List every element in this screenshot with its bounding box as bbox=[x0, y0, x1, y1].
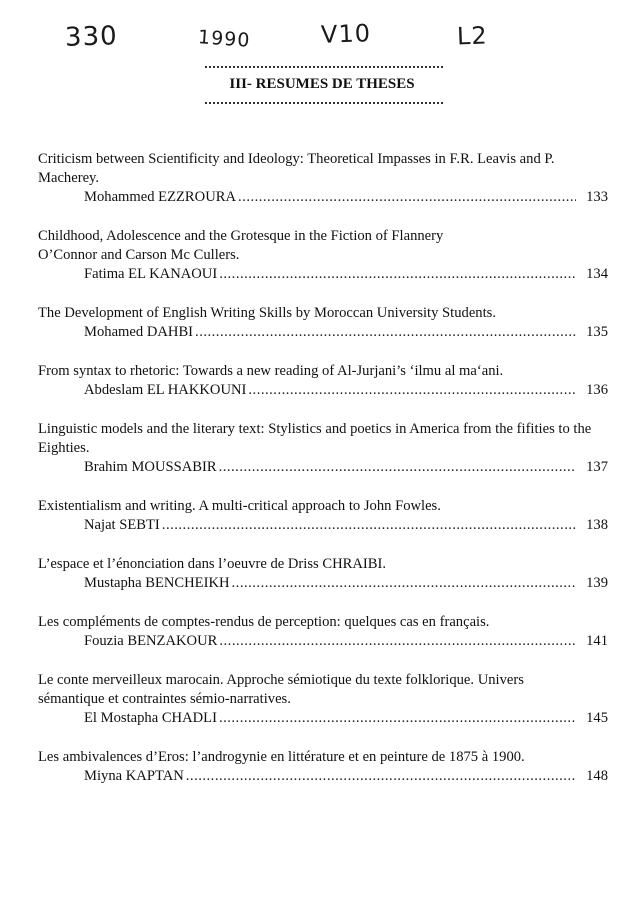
author-line bbox=[38, 767, 608, 786]
thesis-title: The Development of English Writing Skills by Moroccan University Students. bbox=[38, 305, 496, 321]
toc-entry bbox=[38, 150, 608, 207]
handwritten-note: L2 bbox=[456, 21, 489, 51]
handwritten-note: 330 bbox=[64, 21, 119, 53]
author-name: El Mostapha CHADLI bbox=[84, 710, 217, 726]
dot-leader bbox=[219, 632, 576, 651]
dot-leader bbox=[238, 188, 576, 207]
author-name: Fatima EL KANAOUI bbox=[84, 266, 218, 282]
author-line bbox=[38, 381, 608, 400]
page-number: 145 bbox=[586, 710, 608, 726]
page-number: 141 bbox=[586, 633, 608, 649]
page-number: 135 bbox=[586, 324, 608, 340]
thesis-title: Linguistic models and the literary text: Stylistics and poetics in America from the fifities to the Eighties. bbox=[38, 421, 592, 456]
author-name: Najat SEBTI bbox=[84, 517, 160, 533]
page-number: 137 bbox=[586, 459, 608, 475]
toc-entry bbox=[38, 555, 608, 593]
page-number: 136 bbox=[586, 382, 608, 398]
page-number: 133 bbox=[586, 189, 608, 205]
page-number: 139 bbox=[586, 575, 608, 591]
author-name: Miyna KAPTAN bbox=[84, 768, 184, 784]
dot-leader bbox=[186, 767, 576, 786]
toc-entry bbox=[38, 748, 608, 786]
dot-leader bbox=[219, 458, 576, 477]
handwritten-annotations bbox=[0, 18, 644, 58]
toc-entry bbox=[38, 227, 608, 284]
handwritten-note: V10 bbox=[320, 19, 372, 49]
toc-entry bbox=[38, 497, 608, 535]
author-name: Brahim MOUSSABIR bbox=[84, 459, 217, 475]
table-of-contents bbox=[38, 150, 608, 806]
page-number: 138 bbox=[586, 517, 608, 533]
author-line bbox=[38, 516, 608, 535]
author-line bbox=[38, 632, 608, 651]
dot-leader bbox=[162, 516, 576, 535]
dot-leader bbox=[195, 323, 576, 342]
dotted-divider-bottom bbox=[205, 102, 443, 104]
page-number: 134 bbox=[586, 266, 608, 282]
author-name: Abdeslam EL HAKKOUNI bbox=[84, 382, 247, 398]
author-name: Mohammed EZZROURA bbox=[84, 189, 237, 205]
toc-entry bbox=[38, 420, 608, 477]
dot-leader bbox=[248, 381, 576, 400]
thesis-title: Le conte merveilleux marocain. Approche sémiotique du texte folklorique. Univers sémantique et contraintes sémio-narratives. bbox=[38, 672, 524, 707]
toc-entry bbox=[38, 613, 608, 651]
thesis-title: Les ambivalences d’Eros: l’androgynie en littérature et en peinture de 1875 à 1900. bbox=[38, 749, 525, 765]
author-line bbox=[38, 709, 608, 728]
thesis-title: Les compléments de comptes-rendus de perception: quelques cas en français. bbox=[38, 614, 490, 630]
dot-leader bbox=[219, 265, 576, 284]
author-line bbox=[38, 458, 608, 477]
thesis-title: L’espace et l’énonciation dans l’oeuvre de Driss CHRAIBI. bbox=[38, 556, 386, 572]
thesis-title: Childhood, Adolescence and the Grotesque in the Fiction of Flannery O’Connor and Carson Mc Cullers. bbox=[38, 228, 444, 263]
dot-leader bbox=[232, 574, 576, 593]
dotted-divider-top bbox=[205, 66, 443, 68]
thesis-title: From syntax to rhetoric: Towards a new reading of Al-Jurjani’s ‘ilmu al ma‘ani. bbox=[38, 363, 504, 379]
toc-entry bbox=[38, 671, 608, 728]
toc-entry bbox=[38, 362, 608, 400]
author-line bbox=[38, 188, 608, 207]
author-line bbox=[38, 323, 608, 342]
thesis-title: Existentialism and writing. A multi-critical approach to John Fowles. bbox=[38, 498, 441, 514]
thesis-title: Criticism between Scientificity and Ideology: Theoretical Impasses in F.R. Leavis and P. Macherey. bbox=[38, 151, 555, 186]
author-line bbox=[38, 265, 608, 284]
handwritten-note: 1990 bbox=[197, 26, 252, 52]
dot-leader bbox=[219, 709, 576, 728]
page-number: 148 bbox=[586, 768, 608, 784]
toc-entry bbox=[38, 304, 608, 342]
author-line bbox=[38, 574, 608, 593]
author-name: Mohamed DAHBI bbox=[84, 324, 194, 340]
author-name: Mustapha BENCHEIKH bbox=[84, 575, 230, 591]
section-title: III- RESUMES DE THESES bbox=[229, 76, 415, 92]
author-name: Fouzia BENZAKOUR bbox=[84, 633, 218, 649]
